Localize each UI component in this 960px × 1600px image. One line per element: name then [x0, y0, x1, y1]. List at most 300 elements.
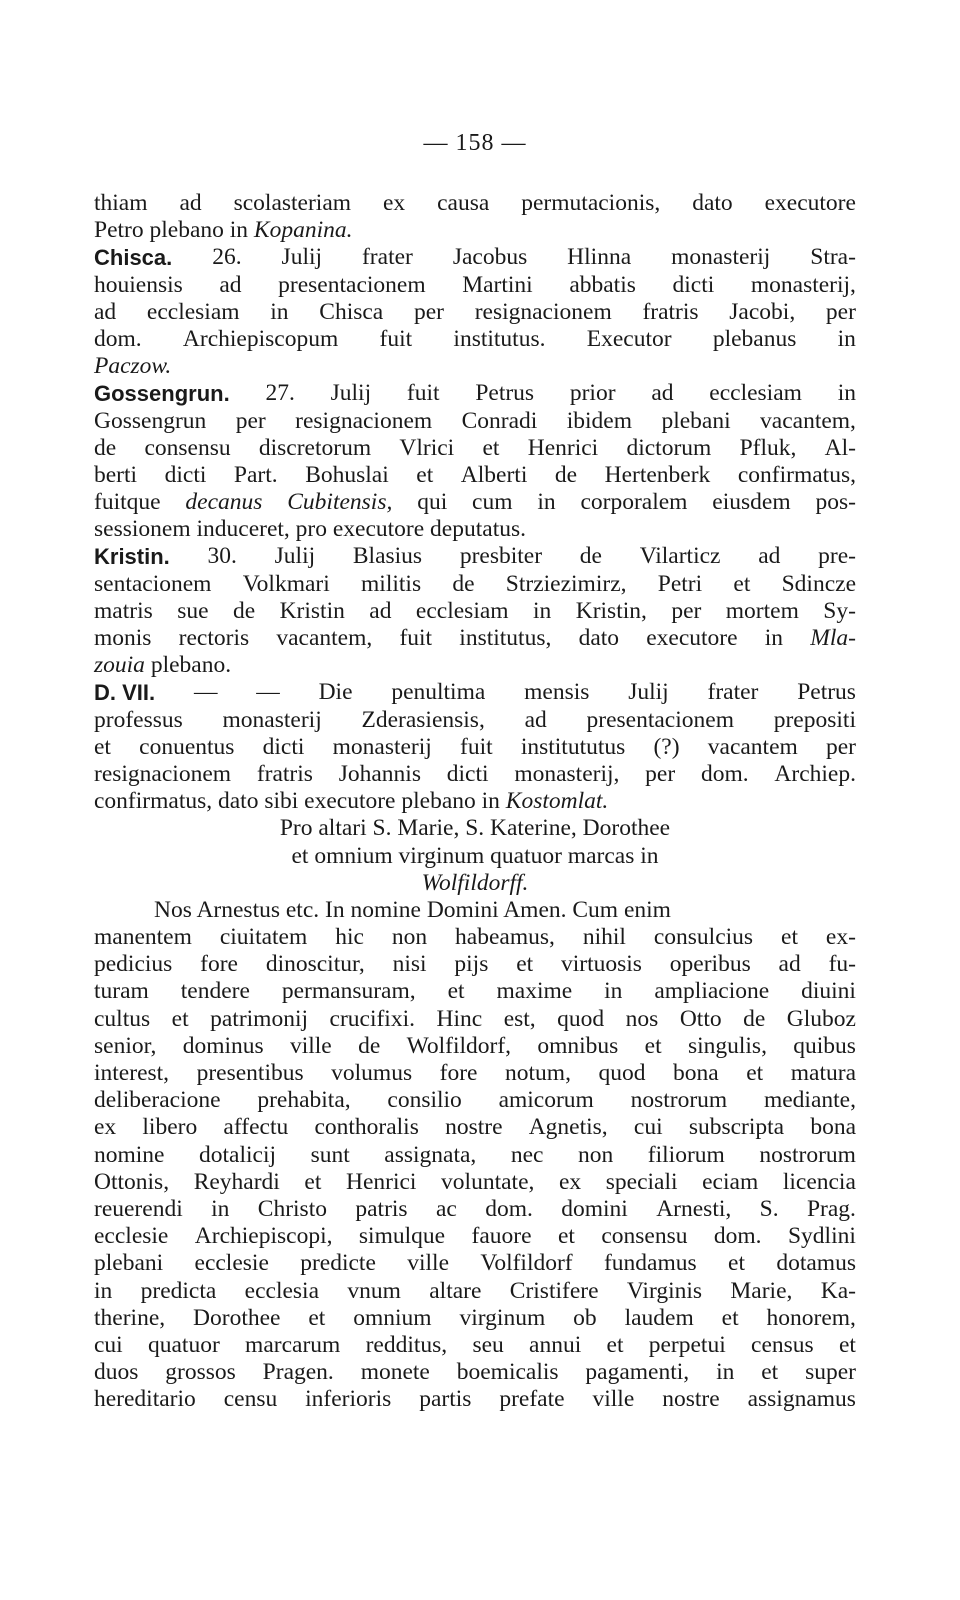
- line-text: vacantem,: [760, 407, 856, 434]
- line-text: Pragen.: [262, 1359, 334, 1386]
- line-text: Blasius: [352, 543, 423, 570]
- line-text: operibus: [669, 951, 751, 978]
- italic-text: Paczow.: [94, 353, 172, 380]
- line-text: monasterij: [332, 733, 432, 760]
- line-text: deliberacione: [94, 1087, 221, 1114]
- line-text: ex: [558, 1168, 582, 1195]
- italic-text: Cubitensis,: [287, 489, 393, 516]
- line-text: scolasteriam: [233, 190, 352, 216]
- line-text: nostre: [662, 1386, 720, 1413]
- line-text: fuitque: [94, 489, 161, 516]
- line-text: eiusdem: [712, 489, 791, 516]
- line-text: nec: [510, 1141, 544, 1168]
- line-text: sunt: [310, 1141, 350, 1168]
- line-text: confirmatus,: [737, 461, 856, 488]
- line-text: libero: [142, 1114, 198, 1141]
- line-text: presentacionem: [586, 706, 734, 733]
- text-line: [94, 815, 856, 842]
- line-text: per: [825, 733, 856, 760]
- line-text: dato: [692, 190, 733, 216]
- line-text: 26.: [212, 244, 242, 271]
- line-text: Vlrici: [399, 434, 455, 461]
- line-text: boemicalis: [456, 1359, 559, 1386]
- line-text: est,: [503, 1005, 536, 1032]
- line-text: tendere: [180, 978, 250, 1005]
- page-number: — 158 —: [423, 130, 527, 156]
- italic-text: zouia: [94, 652, 145, 679]
- line-text: conuentus: [139, 733, 235, 760]
- line-text: Agnetis,: [528, 1114, 608, 1141]
- text-line: [94, 924, 856, 951]
- line-text: monasterij: [671, 244, 771, 271]
- line-text: sentacionem: [94, 570, 212, 597]
- text-line: [94, 1359, 856, 1386]
- line-text: Petrus: [797, 679, 856, 706]
- line-text: mortem: [725, 597, 799, 624]
- line-text: partis: [419, 1386, 472, 1413]
- line-text: Johannis: [338, 760, 421, 787]
- text-line: [94, 1332, 856, 1359]
- line-text: Julij: [628, 679, 669, 706]
- line-text: mediante,: [763, 1087, 856, 1114]
- line-text: hereditario: [94, 1386, 196, 1413]
- line-text: frater: [361, 244, 413, 271]
- line-text: Sydlini: [787, 1223, 856, 1250]
- line-text: Virginis: [626, 1277, 703, 1304]
- text-line: [94, 1305, 856, 1332]
- line-text: Bohuslai: [305, 461, 389, 488]
- line-text: monasterij,: [750, 271, 856, 298]
- line-text: fuit: [460, 733, 493, 760]
- text-line: [94, 1142, 856, 1169]
- line-text: fuit: [399, 625, 433, 651]
- line-text: Reyhardi: [193, 1168, 280, 1195]
- line-text: omnibus: [537, 1032, 619, 1059]
- line-text: perpetui: [648, 1331, 726, 1358]
- text-line: [94, 1196, 856, 1223]
- line-text: institututus: [520, 733, 626, 760]
- place-heading: Chisca.: [94, 245, 173, 271]
- line-text: prefate: [499, 1386, 565, 1413]
- line-text: professus: [94, 706, 183, 733]
- line-text: penultima: [391, 679, 486, 706]
- line-text: redditus,: [365, 1331, 448, 1358]
- line-text: ad: [219, 271, 242, 298]
- line-text: in: [716, 1359, 735, 1386]
- line-text: de: [232, 597, 256, 624]
- line-text: quod: [598, 1060, 646, 1086]
- line-text: monasterij,: [514, 760, 620, 787]
- line-text: ad: [179, 190, 202, 216]
- line-text: nomine: [94, 1141, 165, 1168]
- line-text: predicta: [140, 1277, 217, 1304]
- line-text: dicti: [262, 733, 305, 760]
- line-text: Sdincze: [781, 570, 856, 597]
- text-line: [94, 516, 856, 543]
- line-text: patrimonij: [210, 1005, 309, 1032]
- line-text: Jacobus: [452, 244, 528, 271]
- line-text: dom.: [94, 325, 142, 352]
- line-text: et: [447, 978, 465, 1005]
- text-line: [94, 1033, 856, 1060]
- line-text: de: [452, 570, 475, 597]
- text-line: [94, 571, 856, 598]
- line-text: frater: [707, 679, 759, 706]
- line-text: fratris: [256, 760, 313, 787]
- text-line: [94, 1087, 856, 1114]
- line-text: assignamus: [747, 1386, 856, 1413]
- line-text: crucifixi.: [329, 1005, 415, 1032]
- line-text: in: [94, 1277, 113, 1304]
- line-text: permutacionis,: [521, 190, 661, 216]
- line-text: Al-: [824, 434, 856, 461]
- line-text: Chisca: [319, 298, 384, 325]
- line-text: interest,: [94, 1060, 170, 1086]
- line-text: et: [728, 1250, 745, 1277]
- line-text: Alberti: [460, 461, 528, 488]
- line-text: et: [516, 951, 534, 978]
- line-text: plebani: [661, 407, 731, 434]
- line-text: ville: [407, 1250, 450, 1277]
- line-text: ex: [383, 190, 406, 216]
- text-line: [94, 1250, 856, 1277]
- line-text: seu: [472, 1331, 504, 1358]
- line-text: berti: [94, 461, 138, 488]
- line-text: nostre: [445, 1114, 503, 1141]
- line-text: militis: [361, 570, 422, 597]
- line-text: institutus.: [453, 325, 546, 352]
- line-text: plebanus: [712, 325, 797, 352]
- line-text: Jacobi,: [729, 298, 796, 325]
- line-text: Petro plebano in: [94, 217, 254, 244]
- line-text: sessionem induceret, pro executore deputatus.: [94, 516, 526, 543]
- line-text: turam: [94, 978, 149, 1005]
- line-text: Archiepiscopi,: [194, 1223, 333, 1250]
- line-text: Cristifere: [509, 1277, 599, 1304]
- line-text: cum: [472, 489, 513, 516]
- line-text: et: [761, 1359, 779, 1386]
- line-text: Vilarticz: [639, 543, 721, 570]
- line-text: duos: [94, 1359, 139, 1386]
- line-text: Otto: [679, 1005, 722, 1032]
- line-text: et: [94, 733, 111, 760]
- line-text: pos-: [815, 489, 856, 516]
- line-text: ac: [435, 1195, 457, 1222]
- line-text: et: [416, 461, 434, 488]
- line-text: ampliacione: [654, 978, 770, 1005]
- line-text: matris: [94, 597, 153, 624]
- line-text: rectoris: [178, 625, 250, 651]
- line-text: Julij: [281, 244, 323, 271]
- line-text: per: [825, 298, 856, 325]
- line-text: amicorum: [498, 1087, 594, 1114]
- line-text: grossos: [165, 1359, 236, 1386]
- line-text: affectu: [223, 1114, 289, 1141]
- text-line: [94, 897, 856, 924]
- italic-text: Wolfildorff.: [421, 869, 529, 896]
- line-text: Gluboz: [786, 1005, 856, 1032]
- document-body: [94, 190, 856, 1413]
- line-text: simulque: [358, 1223, 446, 1250]
- line-text: fuit: [406, 380, 440, 407]
- line-text: omnium: [353, 1304, 432, 1331]
- line-text: resignacionem: [295, 407, 433, 434]
- line-text: consulcius: [653, 924, 754, 951]
- line-text: Volfildorf: [480, 1250, 573, 1277]
- text-line: [94, 190, 856, 217]
- line-text: Archiep.: [774, 760, 856, 787]
- line-text: dicti: [164, 461, 207, 488]
- line-text: et: [557, 1223, 575, 1250]
- line-text: quatuor: [147, 1331, 220, 1358]
- line-text: institutus,: [459, 625, 552, 651]
- line-text: ad: [94, 298, 117, 325]
- line-text: ob: [573, 1304, 597, 1331]
- line-text: de: [554, 461, 578, 488]
- line-text: honorem,: [766, 1304, 856, 1331]
- line-text: dictorum: [626, 434, 712, 461]
- text-line: [94, 761, 856, 788]
- text-line: [94, 707, 856, 734]
- text-line: [94, 543, 856, 570]
- place-heading: D. VII.: [94, 680, 156, 706]
- line-text: de: [743, 1005, 766, 1032]
- line-text: fore: [439, 1060, 478, 1086]
- line-text: —: [193, 679, 218, 706]
- line-text: dom.: [700, 760, 749, 787]
- line-text: pre-: [818, 543, 856, 570]
- text-line: [94, 1006, 856, 1033]
- line-text: cui: [633, 1114, 663, 1141]
- text-line: [94, 217, 856, 244]
- line-text: vacantem: [707, 733, 798, 760]
- italic-text: Mla-: [810, 625, 856, 651]
- line-text: subscripta: [688, 1114, 785, 1141]
- text-line: [94, 788, 856, 815]
- line-text: Petri: [657, 570, 703, 597]
- line-text: Archiepiscopum: [182, 325, 339, 352]
- italic-text: decanus: [185, 489, 263, 516]
- line-text: permansuram,: [281, 978, 416, 1005]
- line-text: ecclesiam: [146, 298, 240, 325]
- text-line: [94, 1386, 856, 1413]
- line-text: et: [838, 1331, 856, 1358]
- line-text: laudem: [624, 1304, 694, 1331]
- line-text: ad: [369, 597, 392, 624]
- line-text: ad: [651, 380, 674, 407]
- line-text: Henrici: [527, 434, 599, 461]
- line-text: nisi: [392, 951, 427, 978]
- line-text: Gossengrun: [94, 407, 207, 434]
- line-text: sue: [177, 597, 209, 624]
- line-text: Hinc: [436, 1005, 483, 1032]
- line-text: plebani: [94, 1250, 164, 1277]
- line-text: et: [482, 434, 500, 461]
- text-line: [94, 299, 856, 326]
- line-text: ad: [778, 951, 801, 978]
- line-text: executore: [646, 625, 738, 651]
- line-text: resignacionem: [474, 298, 612, 325]
- line-text: patris: [355, 1195, 408, 1222]
- line-text: Dorothee: [193, 1304, 281, 1331]
- line-text: consensu: [601, 1223, 688, 1250]
- line-text: dom.: [485, 1195, 533, 1222]
- line-text: dotamus: [776, 1250, 856, 1277]
- line-text: pedicius: [94, 951, 173, 978]
- line-text: Pfluk,: [739, 434, 797, 461]
- line-text: executore: [764, 190, 856, 216]
- line-text: in: [764, 625, 784, 651]
- line-text: ex: [94, 1114, 117, 1141]
- line-text: matura: [790, 1060, 856, 1086]
- line-text: per: [671, 597, 702, 624]
- line-text: ecclesiam: [709, 380, 802, 407]
- line-text: manentem: [94, 924, 192, 951]
- line-text: prepositi: [773, 706, 856, 733]
- line-text: non: [391, 924, 428, 951]
- line-text: ciuitatem: [219, 924, 308, 951]
- line-text: voluntate,: [441, 1168, 535, 1195]
- line-text: de: [94, 434, 117, 461]
- line-text: super: [805, 1359, 856, 1386]
- line-text: vnum: [347, 1277, 401, 1304]
- line-text: diuini: [801, 978, 856, 1005]
- line-text: pijs: [454, 951, 489, 978]
- line-text: in: [837, 325, 856, 352]
- line-text: discretorum: [258, 434, 372, 461]
- line-text: domini: [561, 1195, 628, 1222]
- line-text: qui: [417, 489, 448, 516]
- line-text: in: [533, 597, 552, 624]
- line-text: Ottonis,: [94, 1168, 170, 1195]
- line-text: Part.: [233, 461, 278, 488]
- text-line: [94, 1278, 856, 1305]
- place-heading: Kristin.: [94, 544, 170, 570]
- line-text: licencia: [782, 1168, 856, 1195]
- line-text: consilio: [387, 1087, 462, 1114]
- line-text: Executor: [586, 325, 672, 352]
- line-text: fuit: [379, 325, 413, 352]
- line-text: 27.: [265, 380, 295, 407]
- line-text: fauore: [471, 1223, 532, 1250]
- line-text: dinoscitur,: [265, 951, 365, 978]
- line-text: et: [606, 1331, 624, 1358]
- line-text: inferioris: [305, 1386, 392, 1413]
- line-text: volumus: [331, 1060, 413, 1086]
- line-text: dicti: [446, 760, 489, 787]
- line-text: census: [751, 1331, 814, 1358]
- text-line: [94, 734, 856, 761]
- line-text: maxime: [496, 978, 573, 1005]
- line-text: ecclesiam: [415, 597, 509, 624]
- line-text: Die: [318, 679, 353, 706]
- line-text: de: [358, 1032, 381, 1059]
- line-text: monete: [360, 1359, 430, 1386]
- line-text: Kristin,: [575, 597, 647, 624]
- line-text: in: [837, 380, 856, 407]
- line-text: eciam: [702, 1168, 759, 1195]
- text-line: [94, 435, 856, 462]
- text-line: [94, 408, 856, 435]
- line-text: assignata,: [384, 1141, 477, 1168]
- line-text: et: [304, 1168, 322, 1195]
- line-text: in: [270, 298, 289, 325]
- line-text: presentacionem: [278, 271, 426, 298]
- line-text: fundamus: [603, 1250, 697, 1277]
- line-text: bona: [810, 1114, 856, 1141]
- line-text: dominus: [182, 1032, 264, 1059]
- text-line: [94, 598, 856, 625]
- line-text: nihil: [582, 924, 626, 951]
- line-text: ecclesie: [94, 1223, 169, 1250]
- text-line: [94, 870, 856, 897]
- text-line: [94, 1223, 856, 1250]
- text-line: [94, 1114, 856, 1141]
- line-text: et: [308, 1304, 326, 1331]
- line-text: per: [235, 407, 266, 434]
- line-text: habeamus,: [455, 924, 555, 951]
- line-text: Nos Arnestus etc. In nomine Domini Amen. Cum enim: [154, 896, 671, 923]
- line-text: cultus: [94, 1005, 151, 1032]
- text-line: [94, 353, 856, 380]
- text-line: [94, 244, 856, 271]
- line-text: reuerendi: [94, 1195, 183, 1222]
- line-text: monis: [94, 625, 152, 651]
- line-text: Julij: [274, 543, 316, 570]
- line-text: thiam: [94, 190, 148, 216]
- line-text: prior: [569, 380, 616, 407]
- text-line: [94, 1169, 856, 1196]
- italic-text: Kostomlat.: [505, 788, 609, 815]
- line-text: consensu: [144, 434, 231, 461]
- line-text: —: [256, 679, 280, 706]
- line-text: Hlinna: [567, 244, 632, 271]
- line-text: ex-: [825, 924, 856, 951]
- line-text: de: [579, 543, 602, 570]
- line-text: ville: [289, 1032, 332, 1059]
- line-text: causa: [437, 190, 490, 216]
- line-text: dato: [578, 625, 620, 651]
- line-text: Pro altari S. Marie, S. Katerine, Dorothee: [279, 815, 671, 842]
- line-text: per: [645, 760, 676, 787]
- line-text: Strziezimirz,: [505, 570, 627, 597]
- line-text: confirmatus, dato sibi executore plebano in: [94, 788, 506, 815]
- line-text: et: [746, 1060, 764, 1086]
- text-line: [94, 625, 856, 652]
- line-text: quibus: [793, 1032, 856, 1059]
- line-text: presentibus: [196, 1060, 304, 1086]
- line-text: censu: [223, 1386, 278, 1413]
- italic-text: Kopanina.: [253, 217, 353, 244]
- line-text: abbatis: [569, 271, 636, 298]
- line-text: altare: [429, 1277, 482, 1304]
- line-text: Marie,: [730, 1277, 793, 1304]
- line-text: Sy-: [823, 597, 856, 624]
- line-text: et: [733, 570, 751, 597]
- line-text: Prag.: [806, 1195, 856, 1222]
- text-line: [94, 679, 856, 706]
- line-text: et: [781, 924, 798, 951]
- line-text: non: [578, 1141, 614, 1168]
- line-text: Hertenberk: [604, 461, 711, 488]
- line-text: corporalem: [580, 489, 688, 516]
- line-text: et: [721, 1304, 739, 1331]
- line-text: virginum: [459, 1304, 546, 1331]
- line-text: ecclesie: [194, 1250, 269, 1277]
- line-text: in: [537, 489, 556, 516]
- line-text: quod: [557, 1005, 605, 1032]
- line-text: in: [604, 978, 623, 1005]
